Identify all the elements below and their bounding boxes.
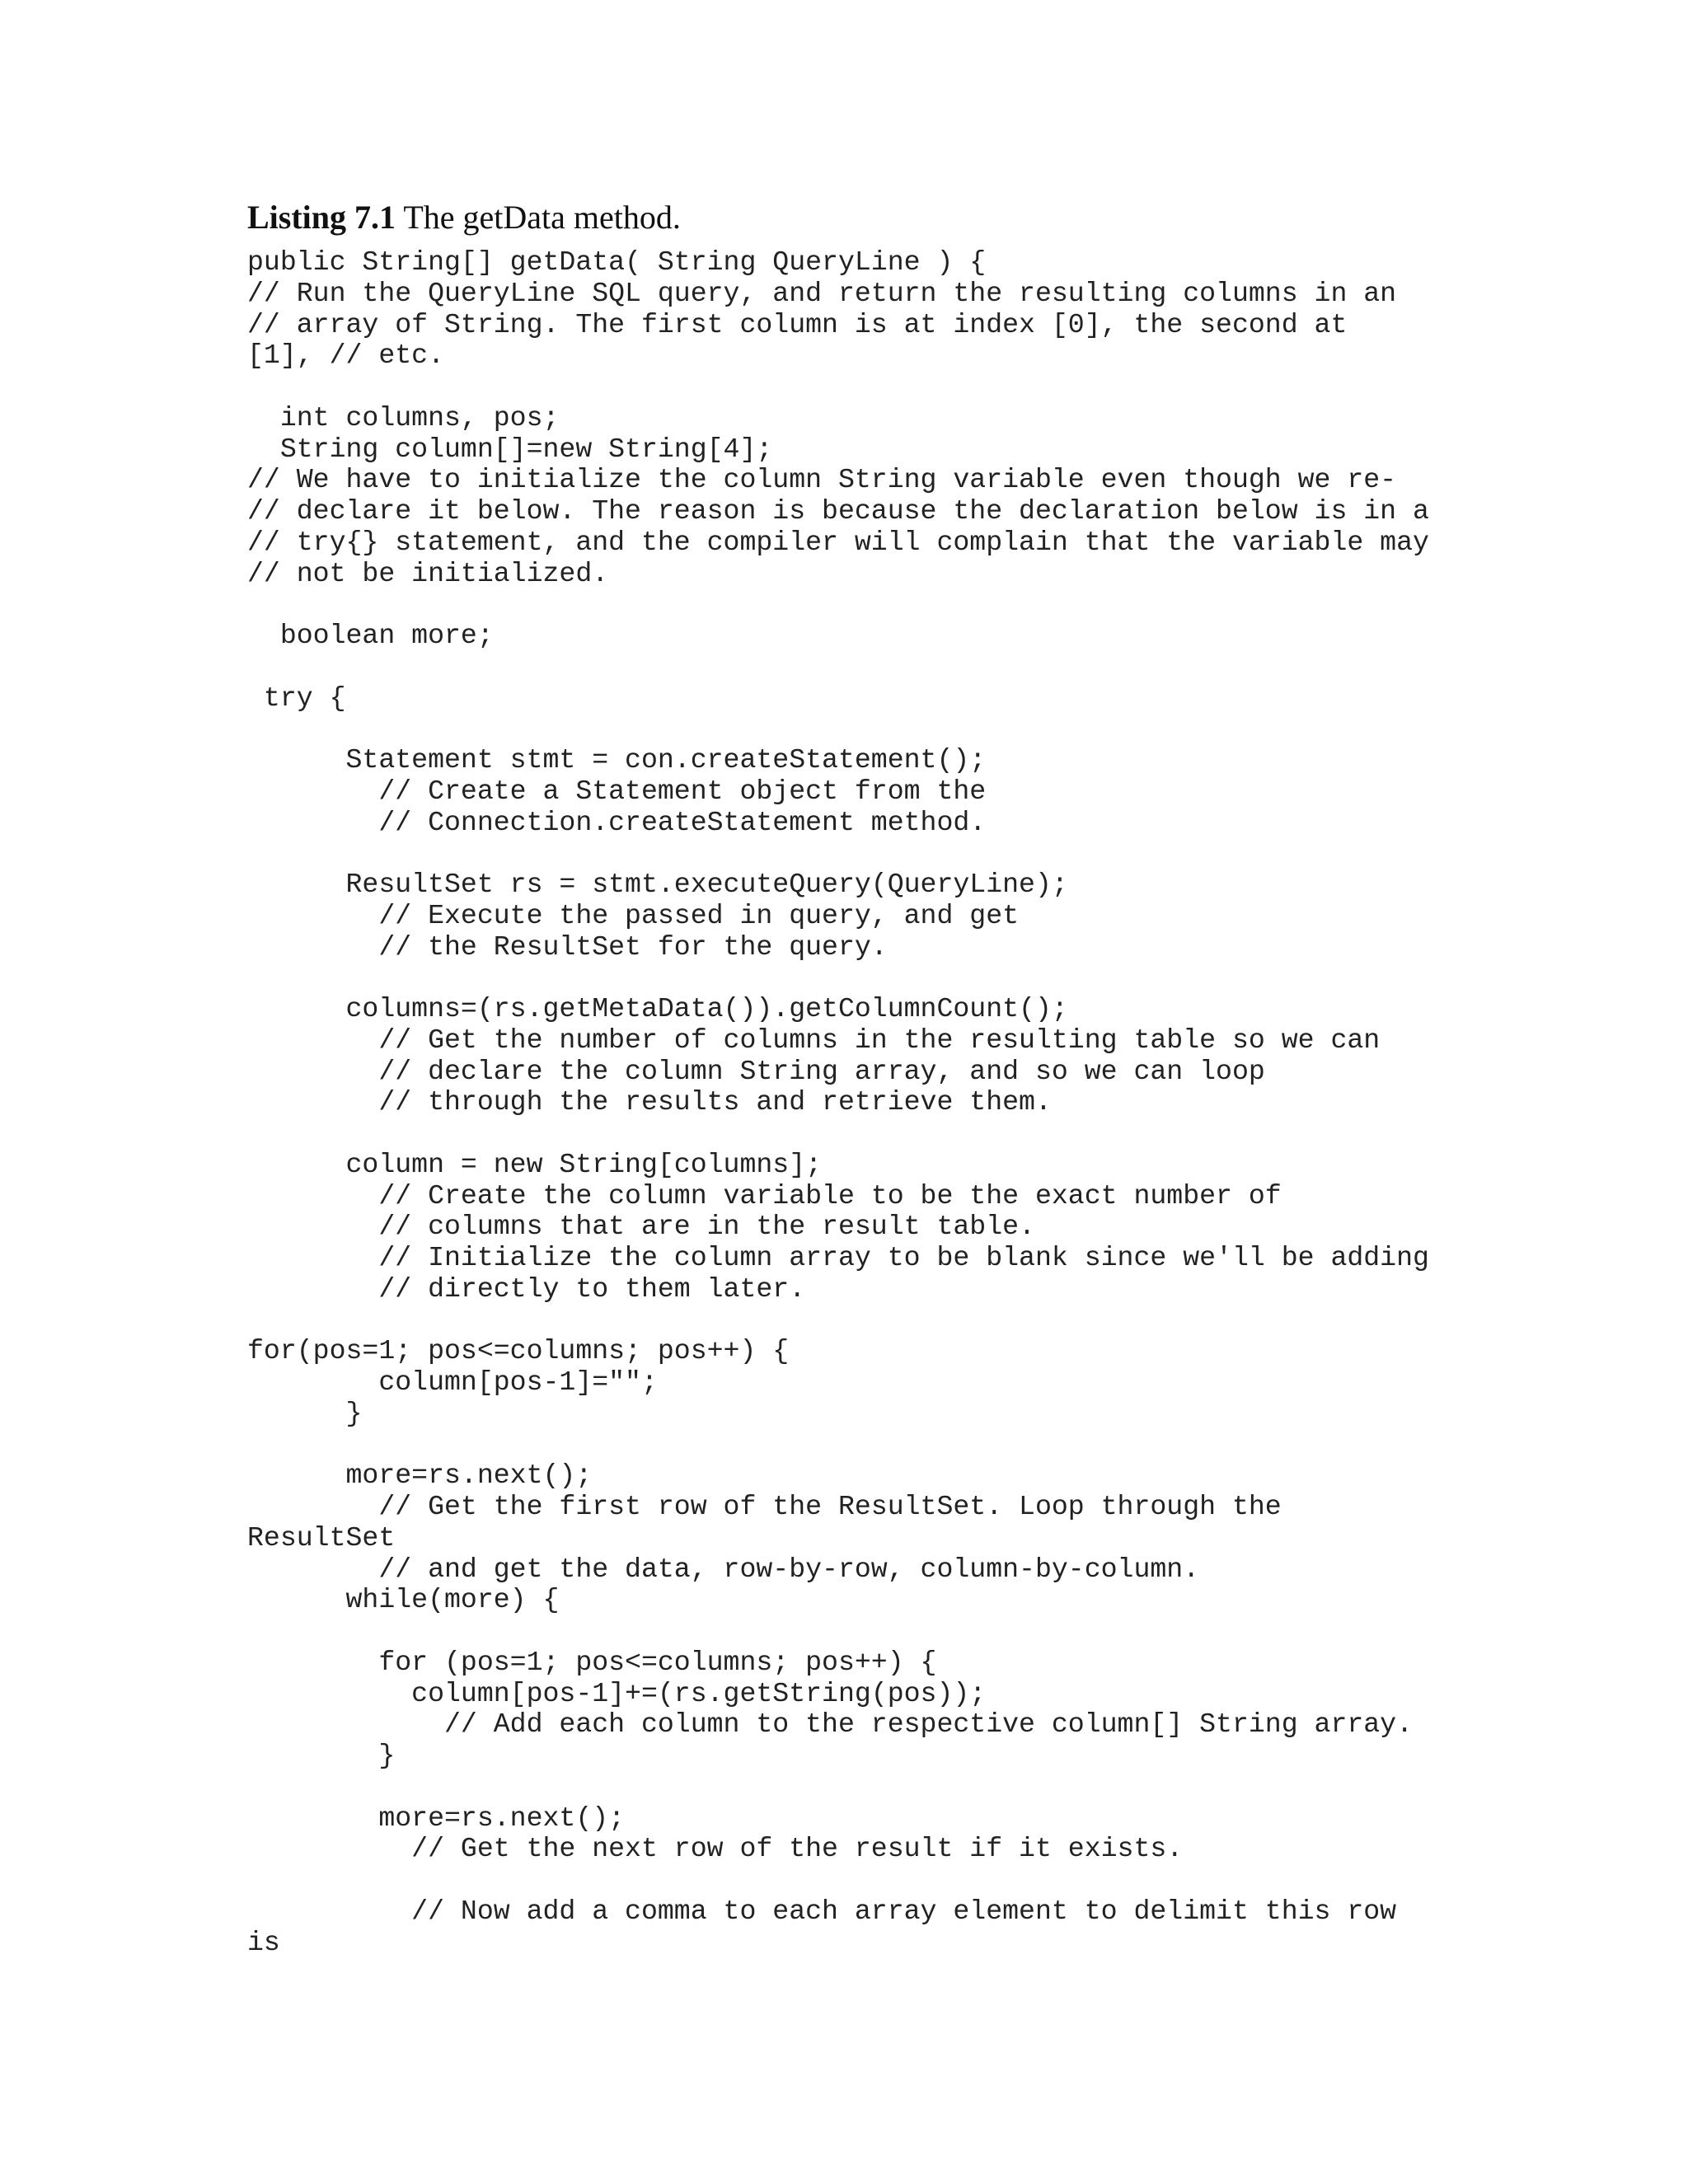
code-line xyxy=(247,1772,1429,1803)
code-line: // declare the column String array, and so we can loop xyxy=(247,1055,1265,1087)
code-line: while(more) { xyxy=(247,1584,560,1616)
code-line: public String[] getData( String QueryLine ) { xyxy=(247,246,987,278)
code-line: // columns that are in the result table. xyxy=(247,1211,1035,1243)
code-line: // directly to them later. xyxy=(247,1272,806,1305)
code-line: ResultSet rs = stmt.executeQuery(QueryLine); xyxy=(247,869,1068,900)
code-line xyxy=(247,652,1429,683)
code-line: // Initialize the column array to be blank since we'll be adding xyxy=(247,1242,1429,1273)
code-line: // Connection.createStatement method. xyxy=(247,806,987,838)
code-line: String column[]=new String[4]; xyxy=(247,433,773,465)
code-line: // Run the QueryLine SQL query, and return the resulting columns in an xyxy=(247,277,1397,309)
code-line: } xyxy=(247,1397,363,1429)
code-line: ResultSet xyxy=(247,1521,396,1554)
code-line: int columns, pos; xyxy=(247,401,560,434)
listing-title: The getData method. xyxy=(396,199,681,236)
code-line: for (pos=1; pos<=columns; pos++) { xyxy=(247,1646,937,1678)
code-line: // try{} statement, and the compiler will complain that the variable may xyxy=(247,526,1429,558)
code-line xyxy=(247,838,1429,869)
code-line xyxy=(247,1865,1429,1896)
code-line: // Execute the passed in query, and get xyxy=(247,899,1020,931)
code-line xyxy=(247,963,1429,994)
code-line: // Create the column variable to be the exact number of xyxy=(247,1179,1282,1212)
code-line: // Get the first row of the ResultSet. Loop through the xyxy=(247,1491,1282,1522)
code-line: // Add each column to the respective column[] String array. xyxy=(247,1708,1414,1741)
code-line: // Get the next row of the result if it exists. xyxy=(247,1833,1184,1865)
code-line: column = new String[columns]; xyxy=(247,1148,823,1180)
code-line xyxy=(247,1118,1429,1150)
code-line: column[pos-1]=""; xyxy=(247,1366,658,1398)
code-line: // declare it below. The reason is because the declaration below is in a xyxy=(247,495,1429,527)
code-line: } xyxy=(247,1740,396,1771)
code-line: // Now add a comma to each array element to delimit this row xyxy=(247,1895,1397,1927)
code-line: // Create a Statement object from the xyxy=(247,775,987,807)
code-line: // array of String. The first column is at index [0], the second at xyxy=(247,308,1348,340)
code-line xyxy=(247,372,1429,403)
code-line: // the ResultSet for the query. xyxy=(247,930,888,963)
code-line: [1], // etc. xyxy=(247,340,444,372)
code-line: for(pos=1; pos<=columns; pos++) { xyxy=(247,1335,790,1367)
listing-caption xyxy=(247,198,681,237)
code-line xyxy=(247,714,1429,745)
code-line: try { xyxy=(247,682,346,714)
code-line xyxy=(247,1305,1429,1337)
code-line: column[pos-1]+=(rs.getString(pos)); xyxy=(247,1677,987,1709)
code-line xyxy=(247,589,1429,621)
code-line xyxy=(247,1430,1429,1461)
code-line: more=rs.next(); xyxy=(247,1460,593,1492)
code-line: // Get the number of columns in the resulting table so we can xyxy=(247,1024,1381,1056)
code-line: boolean more; xyxy=(247,620,494,651)
code-line: // We have to initialize the column String variable even though we re- xyxy=(247,464,1397,496)
code-line: // and get the data, row-by-row, column-by-column. xyxy=(247,1553,1200,1585)
listing-number: Listing 7.1 xyxy=(247,199,396,236)
code-line: // through the results and retrieve them. xyxy=(247,1086,1052,1118)
code-line xyxy=(247,1616,1429,1647)
code-line: is xyxy=(247,1926,280,1958)
code-listing xyxy=(247,247,1429,1958)
code-line: // not be initialized. xyxy=(247,557,609,589)
code-line: Statement stmt = con.createStatement(); xyxy=(247,744,987,776)
code-line: more=rs.next(); xyxy=(247,1802,626,1834)
code-line: columns=(rs.getMetaData()).getColumnCount(); xyxy=(247,993,1068,1024)
